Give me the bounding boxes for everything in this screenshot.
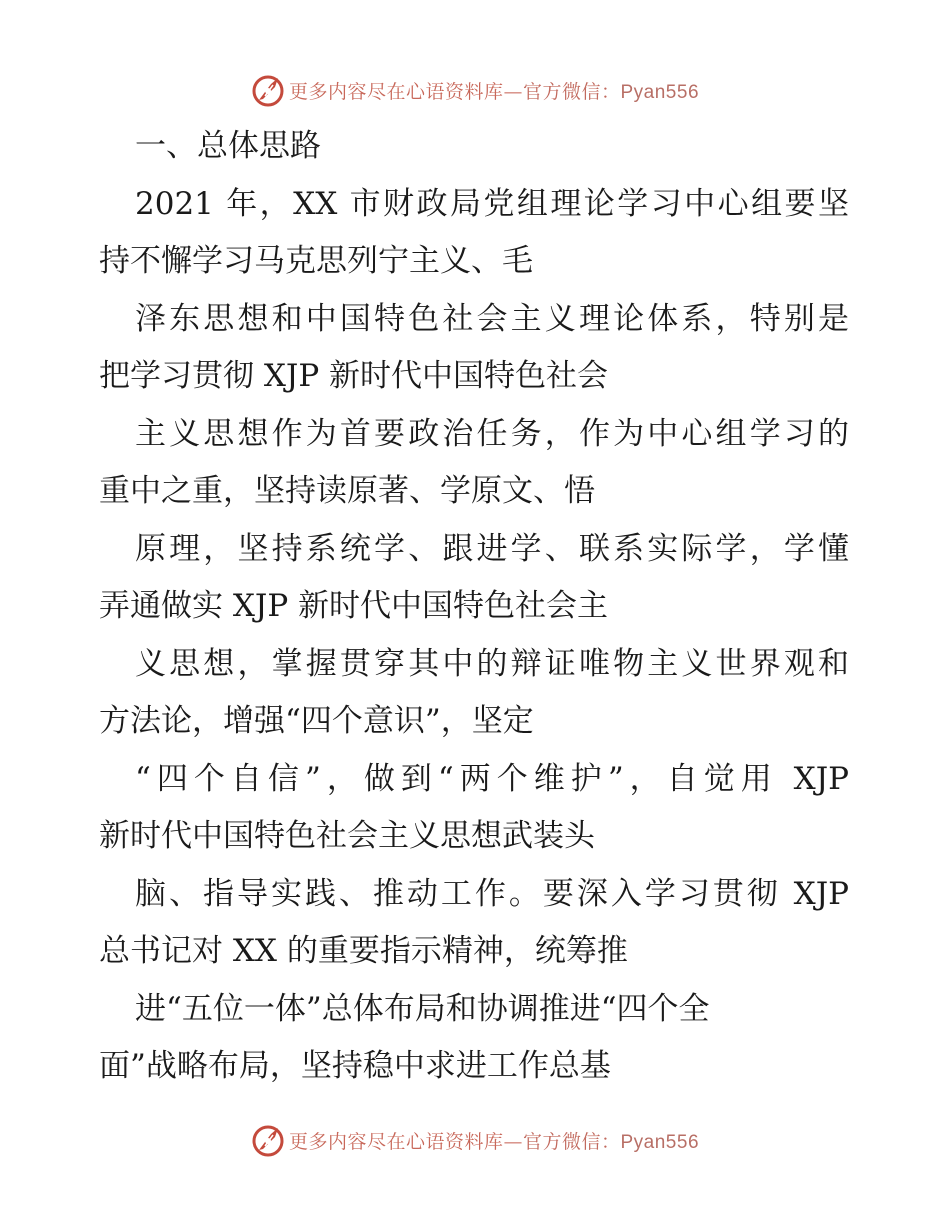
paragraph-line: 方法论，增强“四个意识”，坚定 bbox=[99, 703, 534, 739]
quill-pen-icon bbox=[251, 72, 287, 108]
document-body bbox=[99, 118, 859, 1096]
paragraph-line: 总书记对 XX 的重要指示精神，统筹推 bbox=[99, 933, 628, 969]
paragraph-line: 面”战略布局，坚持稳中求进工作总基 bbox=[99, 1048, 611, 1084]
paragraph-line: 2021 年，XX 市财政局党组理论学习中心组要坚 bbox=[135, 185, 849, 222]
paragraph-line: 义思想，掌握贯穿其中的辩证唯物主义世界观和 bbox=[135, 645, 849, 682]
watermark-banner-bottom bbox=[0, 1120, 950, 1160]
paragraph-line: 把学习贯彻 XJP 新时代中国特色社会 bbox=[99, 358, 609, 394]
paragraph-line: 泽东思想和中国特色社会主义理论体系，特别是 bbox=[135, 300, 849, 337]
quill-pen-icon bbox=[251, 1122, 287, 1158]
paragraph-line: 重中之重，坚持读原著、学原文、悟 bbox=[99, 473, 595, 509]
watermark-banner-top bbox=[0, 70, 950, 110]
paragraph-line: 弄通做实 XJP 新时代中国特色社会主 bbox=[99, 588, 609, 624]
paragraph-line: 持不懈学习马克思列宁主义、毛 bbox=[99, 243, 533, 279]
paragraph-line: 脑、指导实践、推动工作。要深入学习贯彻 XJP bbox=[135, 875, 849, 912]
paragraph-line: 进“五位一体”总体布局和协调推进“四个全 bbox=[135, 990, 710, 1027]
paragraph-line: 原理，坚持系统学、跟进学、联系实际学，学懂 bbox=[135, 530, 849, 567]
watermark-text: 更多内容尽在心语资料库—官方微信：Pyan556 bbox=[288, 1130, 700, 1153]
section-heading: 一、总体思路 bbox=[135, 128, 321, 164]
paragraph-line: “四个自信”，做到“两个维护”，自觉用 XJP bbox=[135, 760, 849, 797]
paragraph-line: 主义思想作为首要政治任务，作为中心组学习的 bbox=[135, 415, 849, 452]
paragraph-line: 新时代中国特色社会主义思想武装头 bbox=[99, 818, 595, 854]
watermark-text: 更多内容尽在心语资料库—官方微信：Pyan556 bbox=[288, 80, 700, 103]
